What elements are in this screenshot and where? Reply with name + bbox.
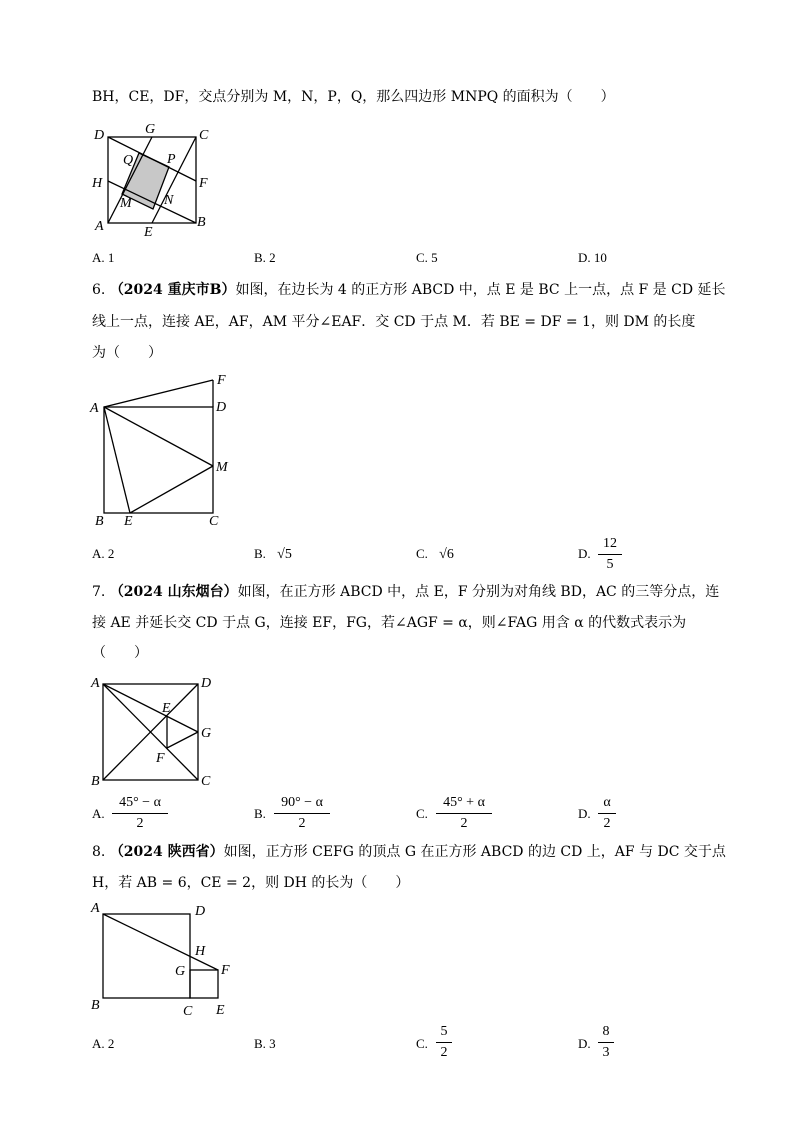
- q6-line-em: [130, 466, 213, 513]
- q5-label-c: C: [199, 128, 209, 143]
- q8-option-b[interactable]: B. 3: [254, 1036, 276, 1051]
- q7-option-d-denominator: 2: [603, 816, 611, 831]
- q7-line-ag: [103, 684, 198, 732]
- q6-label-c: C: [209, 514, 219, 529]
- q8-label-h: H: [195, 944, 206, 959]
- q8-line-af: [103, 914, 218, 970]
- q6-option-b[interactable]: [254, 546, 292, 563]
- q5-label-n: N: [164, 193, 174, 208]
- q6-option-b-value: √5: [277, 547, 292, 562]
- q8-option-c-prefix[interactable]: C.: [416, 1036, 428, 1051]
- q8-option-d-fraction[interactable]: [598, 1024, 614, 1061]
- q8-option-d-prefix[interactable]: D.: [578, 1036, 591, 1051]
- q7-option-a-fraction[interactable]: [112, 795, 168, 832]
- q8-option-c-denominator: 2: [440, 1045, 448, 1060]
- q8-label-d: D: [195, 904, 206, 919]
- q7-option-a-numerator: 45° − α: [112, 795, 168, 814]
- q6-option-d-numerator: 12: [598, 536, 622, 555]
- q5-label-m: M: [120, 196, 132, 211]
- q6-line-ae: [104, 407, 130, 513]
- q8-label-a: A: [91, 901, 100, 916]
- q8-option-d-numerator: 8: [598, 1024, 614, 1043]
- q6-source: （2024 重庆市B）: [109, 282, 236, 298]
- q7-option-a-prefix[interactable]: A.: [92, 806, 105, 821]
- q8-square-abcd: [103, 914, 190, 998]
- q8-label-c: C: [183, 1004, 193, 1019]
- q7-text-1: 如图，在正方形 ABCD 中，点 E，F 分别为对角线 BD，AC 的三等分点，连: [237, 584, 720, 600]
- q7-line-2: 接 AE 并延长交 CD 于点 G，连接 EF，FG，若∠AGF = α，则∠FAG 用含 α 的代数式表示为: [92, 615, 687, 631]
- q7-label-f: F: [156, 751, 165, 766]
- q7-option-c-prefix[interactable]: C.: [416, 806, 428, 821]
- q6-option-c-prefix: C.: [416, 546, 428, 561]
- q6-option-c-value: √6: [439, 547, 454, 562]
- q6-option-d-denominator: 5: [606, 557, 614, 572]
- q5-label-q: Q: [123, 153, 134, 168]
- q7-segment-fg: [167, 732, 198, 748]
- q7-figure: [88, 668, 228, 793]
- q8-label-e: E: [216, 1003, 225, 1018]
- q7-label-e: E: [162, 701, 171, 716]
- q5-figure: [90, 118, 220, 238]
- q7-option-c-fraction[interactable]: [436, 795, 492, 832]
- q5-label-h: H: [92, 176, 103, 191]
- q5-label-g: G: [145, 122, 156, 137]
- q8-figure: [88, 898, 238, 1020]
- q8-label-g: G: [175, 964, 186, 979]
- q6-option-a[interactable]: A. 2: [92, 546, 115, 561]
- q8-label-f: F: [221, 963, 230, 978]
- q6-number: 6.: [92, 282, 106, 298]
- q7-option-d-fraction[interactable]: [598, 795, 616, 832]
- q7-option-d-numerator: α: [598, 795, 616, 814]
- q8-option-a[interactable]: A. 2: [92, 1036, 115, 1051]
- q8-text-1: 如图，正方形 CEFG 的顶点 G 在正方形 ABCD 的边 CD 上，AF 与 DC 交于点: [223, 844, 726, 860]
- q6-label-e: E: [124, 514, 133, 529]
- q6-text-1: 如图，在边长为 4 的正方形 ABCD 中，点 E 是 BC 上一点，点 F 是 CD 延长: [235, 282, 726, 298]
- q6-option-d-fraction[interactable]: [598, 536, 622, 573]
- q5-label-e: E: [144, 225, 153, 240]
- q5-label-p: P: [167, 152, 176, 167]
- q6-label-b: B: [95, 514, 104, 529]
- q7-option-b-fraction[interactable]: [274, 795, 330, 832]
- q5-label-d: D: [94, 128, 105, 143]
- q6-line-3: 为（ ）: [92, 345, 162, 361]
- q5-option-b[interactable]: B. 2: [254, 250, 276, 265]
- q5-question-tail: BH，CE，DF，交点分别为 M，N，P，Q，那么四边形 MNPQ 的面积为（ ）: [92, 89, 615, 105]
- q7-line-3: （ ）: [92, 645, 148, 661]
- q6-line-am: [104, 407, 213, 466]
- q7-label-a: A: [91, 676, 100, 691]
- q8-line-2: H，若 AB = 6，CE = 2，则 DH 的长为（ ）: [92, 875, 410, 891]
- q8-line-1: [92, 843, 726, 861]
- q6-line-2: 线上一点，连接 AE，AF，AM 平分∠EAF．交 CD 于点 M．若 BE = DF = 1，则 DM 的长度: [92, 314, 696, 330]
- q6-label-d: D: [216, 400, 227, 415]
- q8-label-b: B: [91, 998, 100, 1013]
- q7-label-c: C: [201, 774, 211, 789]
- q7-option-a-denominator: 2: [136, 816, 144, 831]
- q6-option-d-prefix[interactable]: D.: [578, 546, 591, 561]
- q8-option-c-fraction[interactable]: [436, 1024, 452, 1061]
- q6-line-af: [104, 380, 213, 407]
- q5-label-b: B: [197, 215, 206, 230]
- q7-source: （2024 山东烟台）: [109, 584, 238, 600]
- q8-square-cefg: [190, 970, 218, 998]
- q5-option-d[interactable]: D. 10: [578, 250, 607, 265]
- q6-option-b-prefix: B.: [254, 546, 266, 561]
- q6-label-a: A: [90, 401, 99, 416]
- q6-label-f: F: [217, 373, 226, 388]
- q5-option-c[interactable]: C. 5: [416, 250, 438, 265]
- q6-line-1: [92, 281, 726, 299]
- q7-label-d: D: [201, 676, 212, 691]
- q5-option-a[interactable]: A. 1: [92, 250, 115, 265]
- q7-option-c-numerator: 45° + α: [436, 795, 492, 814]
- q7-label-g: G: [201, 726, 212, 741]
- q5-label-a: A: [95, 219, 104, 234]
- q8-option-d-denominator: 3: [602, 1045, 610, 1060]
- q7-number: 7.: [92, 584, 106, 600]
- q8-source: （2024 陕西省）: [109, 844, 224, 860]
- q7-option-b-prefix[interactable]: B.: [254, 806, 266, 821]
- q6-figure: [90, 370, 240, 530]
- q7-option-b-denominator: 2: [298, 816, 306, 831]
- q7-option-b-numerator: 90° − α: [274, 795, 330, 814]
- q6-label-m: M: [216, 460, 228, 475]
- q7-option-d-prefix[interactable]: D.: [578, 806, 591, 821]
- q8-number: 8.: [92, 844, 106, 860]
- q5-label-f: F: [199, 176, 208, 191]
- q8-option-c-numerator: 5: [436, 1024, 452, 1043]
- q6-option-c[interactable]: [416, 546, 454, 563]
- q7-option-c-denominator: 2: [460, 816, 468, 831]
- q7-line-1: [92, 583, 719, 601]
- q7-label-b: B: [91, 774, 100, 789]
